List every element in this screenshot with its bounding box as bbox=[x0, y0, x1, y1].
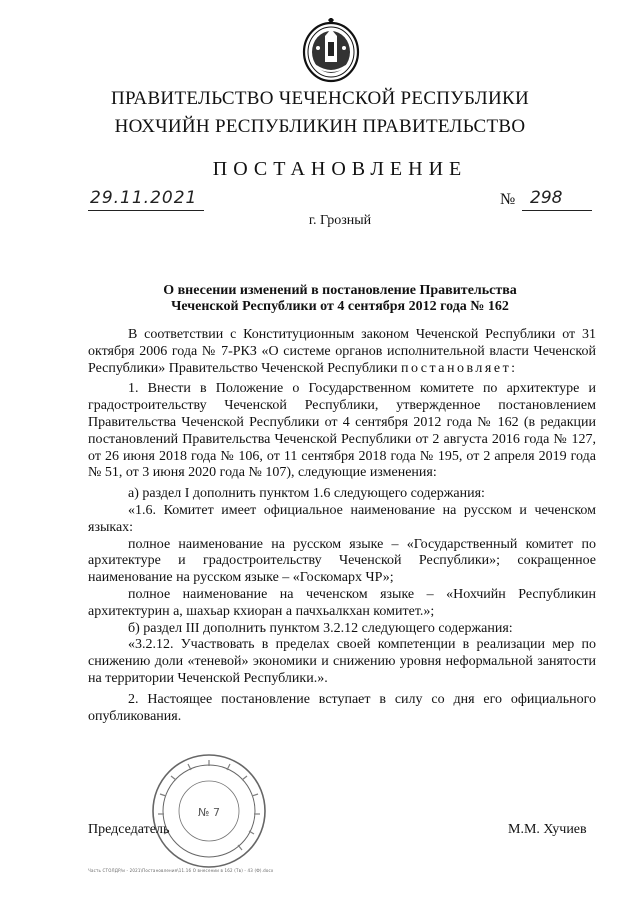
footer-file-path: Часть СТОЛДР/и - 2021\Постановления\11.16 О внесении в 162 (Тв) - 43 (Ф).docx bbox=[88, 868, 274, 873]
intro-paragraph bbox=[88, 327, 596, 377]
intro-text: В соответствии с Конституционным законом Чеченской Республики от 31 октября 2006 года № 7-РКЗ «О системе органов исполнительной власти Чеченской Республики» Правительство Чеченской Республики bbox=[88, 327, 596, 376]
document-date: 29.11.2021 bbox=[90, 188, 198, 208]
resolves-word: постановляет: bbox=[400, 360, 518, 376]
official-seal-stamp bbox=[150, 752, 268, 870]
coat-of-arms-emblem bbox=[300, 18, 362, 84]
government-name-ru: ПРАВИТЕЛЬСТВО ЧЕЧЕНСКОЙ РЕСПУБЛИКИ bbox=[110, 88, 530, 109]
paragraph-a: а) раздел I дополнить пунктом 1.6 следующего содержания: bbox=[128, 486, 485, 502]
document-title bbox=[120, 283, 560, 315]
paragraph-name-ru: полное наименование на русском языке – «Государственный комитет по архитектуре и градостроительству Чеченской Республики»; сокращенное наименование на русском языке – «Госкомарх ЧР»; bbox=[88, 536, 596, 586]
paragraph-b: б) раздел III дополнить пунктом 3.2.12 следующего содержания: bbox=[128, 620, 513, 636]
signatory-name: М.М. Хучиев bbox=[508, 822, 587, 837]
government-name-ce: НОХЧИЙН РЕСПУБЛИКИН ПРАВИТЕЛЬСТВО bbox=[114, 116, 526, 137]
paragraph-1-6: «1.6. Комитет имеет официальное наименование на русском и чеченском языках: bbox=[88, 502, 596, 535]
paragraph-name-ce: полное наименование на чеченском языке – «Нохчийн Республикин архитектурин а, шахьар кхиоран а пачхьалкхан комитет.»; bbox=[88, 586, 596, 619]
document-type: ПОСТАНОВЛЕНИЕ bbox=[212, 158, 468, 180]
number-label: № bbox=[500, 191, 516, 208]
paragraph-3-2-12: «3.2.12. Участвовать в пределах своей компетенции в реализации мер по снижению доли «теневой» экономики и снижению уровня неформальной занятости на территории Чеченской Республики.». bbox=[88, 637, 596, 686]
title-line-1: О внесении изменений в постановление Правительства bbox=[163, 283, 517, 298]
city: г. Грозный bbox=[308, 213, 372, 228]
stamp-number: № 7 bbox=[198, 806, 220, 819]
paragraph-2: 2. Настоящее постановление вступает в силу со дня его официального опубликования. bbox=[88, 691, 596, 724]
title-line-2: Чеченской Республики от 4 сентября 2012 года № 162 bbox=[171, 299, 509, 314]
signatory-title: Председатель bbox=[88, 822, 170, 837]
document-number: 298 bbox=[530, 188, 563, 208]
paragraph-1: 1. Внести в Положение о Государственном комитете по архитектуре и градостроительству Чеченской Республики, утвержденное постановлением Правительства Чеченской Республики от 4 сентября 2012 года № 162 (в редакции постановлений Правительства Чеченской Республики от 2 августа 2016 года № 127, от 26 июня 2018 года № 106, от 11 сентября 2018 года № 195, от 2 апреля 2019 года № 51, от 3 июня 2020 года № 107), следующие изменения: bbox=[88, 381, 596, 481]
document-body bbox=[88, 327, 596, 729]
